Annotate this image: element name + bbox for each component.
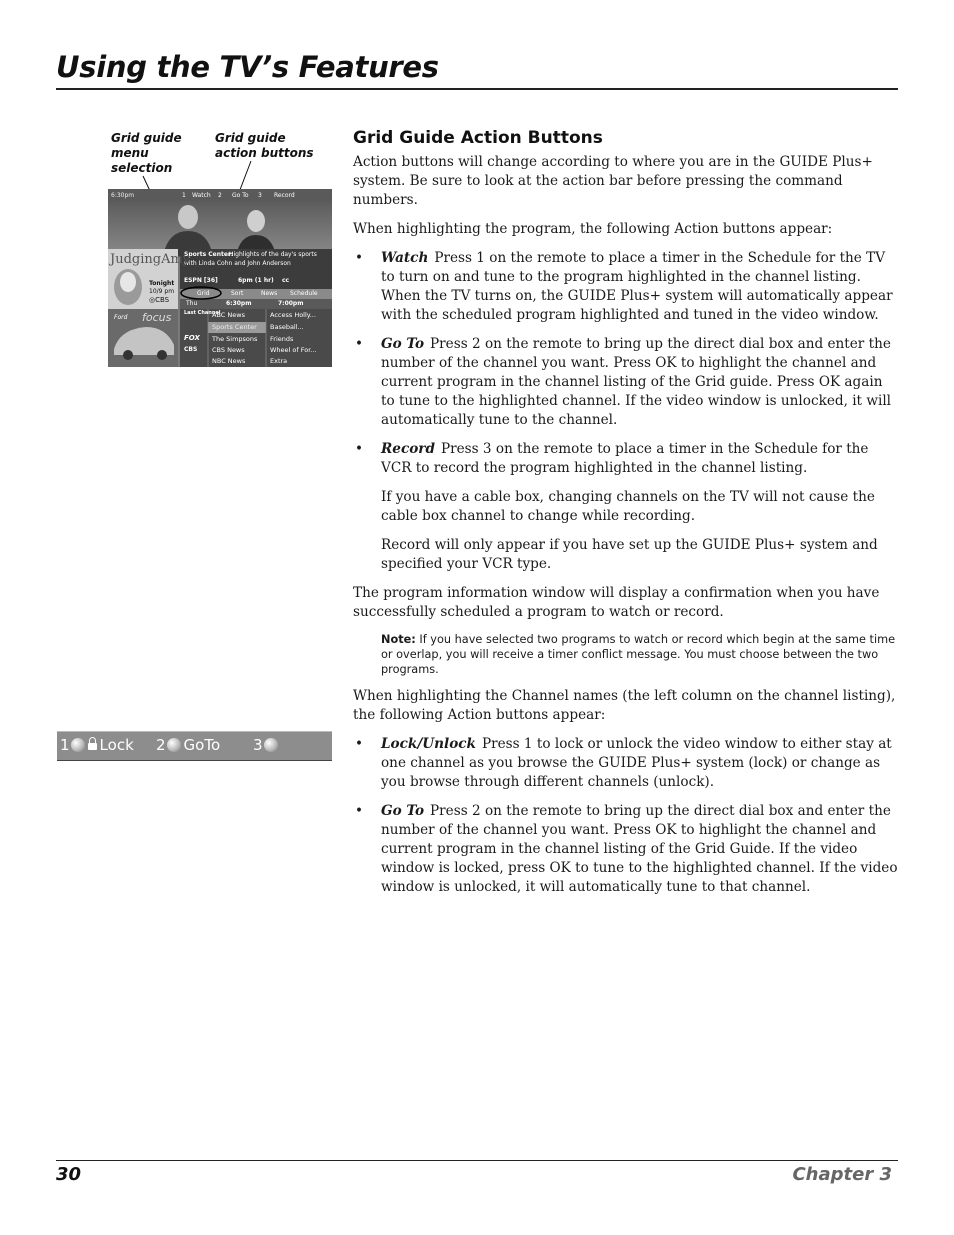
screen-row-prog1: ABC News — [212, 311, 245, 319]
screen-row-prog1: NBC News — [212, 357, 246, 365]
note-text: If you have selected two programs to watch or record which begin at the same time or overlap, you will receive a timer conflict message. You must choose between the two programs. — [381, 633, 896, 676]
bullet-dot: • — [355, 250, 364, 266]
bullet-term: Watch — [381, 250, 429, 266]
screen-banner-text: Highlights of the day's sports — [229, 251, 317, 258]
bullet-text: Press 2 on the remote to bring up the direct dial box and enter the number of the channel you want. Press OK to highlight the channel and current program in the channel listing of the Grid guide. Press OK again to tune to the highlighted channel. If the video window is unlocked, it will automatically tune to the channel. — [381, 336, 892, 428]
action-bar-label: Lock — [99, 736, 134, 754]
button-circle-icon — [71, 738, 85, 752]
bullet-dot: • — [355, 736, 364, 752]
bullet-lock-unlock — [353, 735, 898, 792]
program-intro: When highlighting the program, the following Action buttons appear: — [353, 221, 833, 237]
callout-menu-selection: Grid guide menu selection — [111, 131, 182, 175]
bullet-dot: • — [355, 803, 364, 819]
screen-promo-title: JudgingAmy — [110, 252, 191, 267]
screen-row-prog2: Access Holly... — [270, 311, 316, 319]
lock-icon — [88, 743, 97, 750]
note-label: Note: — [381, 633, 416, 646]
screen-info-cc: cc — [282, 277, 290, 284]
screen-row-prog2: Wheel of For... — [270, 346, 317, 354]
action-bar-item-3 — [253, 736, 281, 754]
bullet-text: Press 1 to lock or unlock the video window to either stay at one channel as you browse the GUIDE Plus+ system (lock) or change as you browse through different channels (unlock). — [381, 736, 892, 790]
record-subparagraph: Record will only appear if you have set up the GUIDE Plus+ system and specified your VCR type. — [381, 537, 878, 572]
note — [353, 632, 898, 677]
screen-tab-news: News — [261, 290, 278, 297]
bullet-term: Go To — [381, 336, 425, 352]
action-bar-num: 3 — [253, 736, 263, 754]
action-bar-item-lock — [60, 736, 134, 754]
footer-rule — [56, 1160, 898, 1161]
screen-banner-line2: with Linda Cohn and John Anderson — [184, 260, 291, 267]
screen-info-channel: ESPN [36] — [184, 277, 218, 284]
screen-promo-network: ◎CBS — [149, 296, 170, 304]
action-bar-label: GoTo — [183, 736, 221, 754]
screen-action-1-num: 1 — [182, 192, 186, 199]
screen-col-time-1: 6:30pm — [226, 300, 252, 307]
main-content — [353, 128, 898, 907]
bullet-term: Record — [381, 441, 435, 457]
bullet-dot: • — [355, 336, 364, 352]
bullet-term: Lock/Unlock — [381, 736, 476, 752]
screen-col-time-2: 7:00pm — [278, 300, 304, 307]
channel-action-bar — [57, 731, 332, 761]
screen-action-2-num: 2 — [218, 192, 222, 199]
screen-row-channel: Last Channel — [184, 310, 221, 316]
screen-tab-grid: Grid — [197, 290, 210, 297]
screen-info-time: 6pm (1 hr) — [238, 277, 274, 284]
screen-ad-model: focus — [142, 311, 172, 324]
screen-action-watch: Watch — [192, 192, 211, 199]
action-bar-num: 1 — [60, 736, 70, 754]
button-circle-icon — [264, 738, 278, 752]
bullet-goto-channel — [353, 802, 898, 897]
page-title: Using the TV’s Features — [56, 50, 439, 84]
chapter-label: Chapter 3 — [792, 1164, 892, 1185]
screen-row-prog2: Baseball... — [270, 323, 304, 331]
screen-row-prog1: Sports Center — [212, 323, 257, 331]
screen-ad-brand: Ford — [114, 314, 128, 321]
screen-action-goto: Go To — [232, 192, 249, 199]
bullet-text: Press 1 on the remote to place a timer in the Schedule for the TV to turn on and tune to the program highlighted in the channel listing. When the TV turns on, the GUIDE Plus+ system will automatically appear with the scheduled program highlighted and tuned in the video window. — [381, 250, 893, 323]
screen-row-prog1: CBS News — [212, 346, 245, 354]
screen-action-record: Record — [274, 192, 295, 199]
record-subparagraph: If you have a cable box, changing channels on the TV will not cause the cable box channel to change while recording. — [381, 489, 875, 524]
bullet-watch — [353, 249, 898, 325]
action-bar-num: 2 — [156, 736, 166, 754]
screen-action-3-num: 3 — [258, 192, 262, 199]
screen-promo-sub2: 10/9 pm — [149, 288, 175, 295]
screen-row-channel: CBS — [184, 346, 198, 353]
channel-intro: When highlighting the Channel names (the left column on the channel listing), the following Action buttons appear: — [353, 688, 896, 723]
screen-tab-sort: Sort — [231, 290, 244, 297]
screen-row-prog2: Extra — [270, 357, 288, 365]
guide-screenshot — [108, 189, 332, 367]
screen-banner-bold: Sports Center: — [184, 251, 234, 258]
page-number: 30 — [56, 1164, 82, 1185]
screen-row-prog2: Friends — [270, 335, 294, 343]
bullet-text: Press 3 on the remote to place a timer in the Schedule for the VCR to record the program highlighted in the channel listing. — [381, 441, 869, 476]
callout-action-buttons: Grid guide action buttons — [215, 131, 314, 160]
screen-tab-schedule: Schedule — [290, 290, 318, 297]
bullet-text: Press 2 on the remote to bring up the direct dial box and enter the number of the channel you want. Press OK to highlight the channel and current program in the channel listing of the Grid Guide. If the video window is locked, press OK to tune to the highlighted channel. If the video window is unlocked, it will automatically tune to that channel. — [381, 803, 898, 895]
screen-time: 6:30pm — [111, 192, 135, 199]
bullet-term: Go To — [381, 803, 425, 819]
button-circle-icon — [167, 738, 181, 752]
bullet-goto — [353, 335, 898, 430]
screen-col-day: Thu — [186, 300, 198, 307]
bullet-record — [353, 440, 898, 478]
intro-paragraph: Action buttons will change according to where you are in the GUIDE Plus+ system. Be sure to look at the action bar before pressing the command numbers. — [353, 154, 873, 208]
bullet-dot: • — [355, 441, 364, 457]
screen-promo-sub1: Tonight — [149, 280, 175, 287]
confirmation-paragraph: The program information window will display a confirmation when you have successfully scheduled a program to watch or record. — [353, 585, 880, 620]
section-heading: Grid Guide Action Buttons — [353, 128, 603, 148]
screen-row-prog1: The Simpsons — [212, 335, 258, 343]
action-bar-item-goto — [156, 736, 220, 754]
screen-row-channel: FOX — [184, 334, 200, 342]
